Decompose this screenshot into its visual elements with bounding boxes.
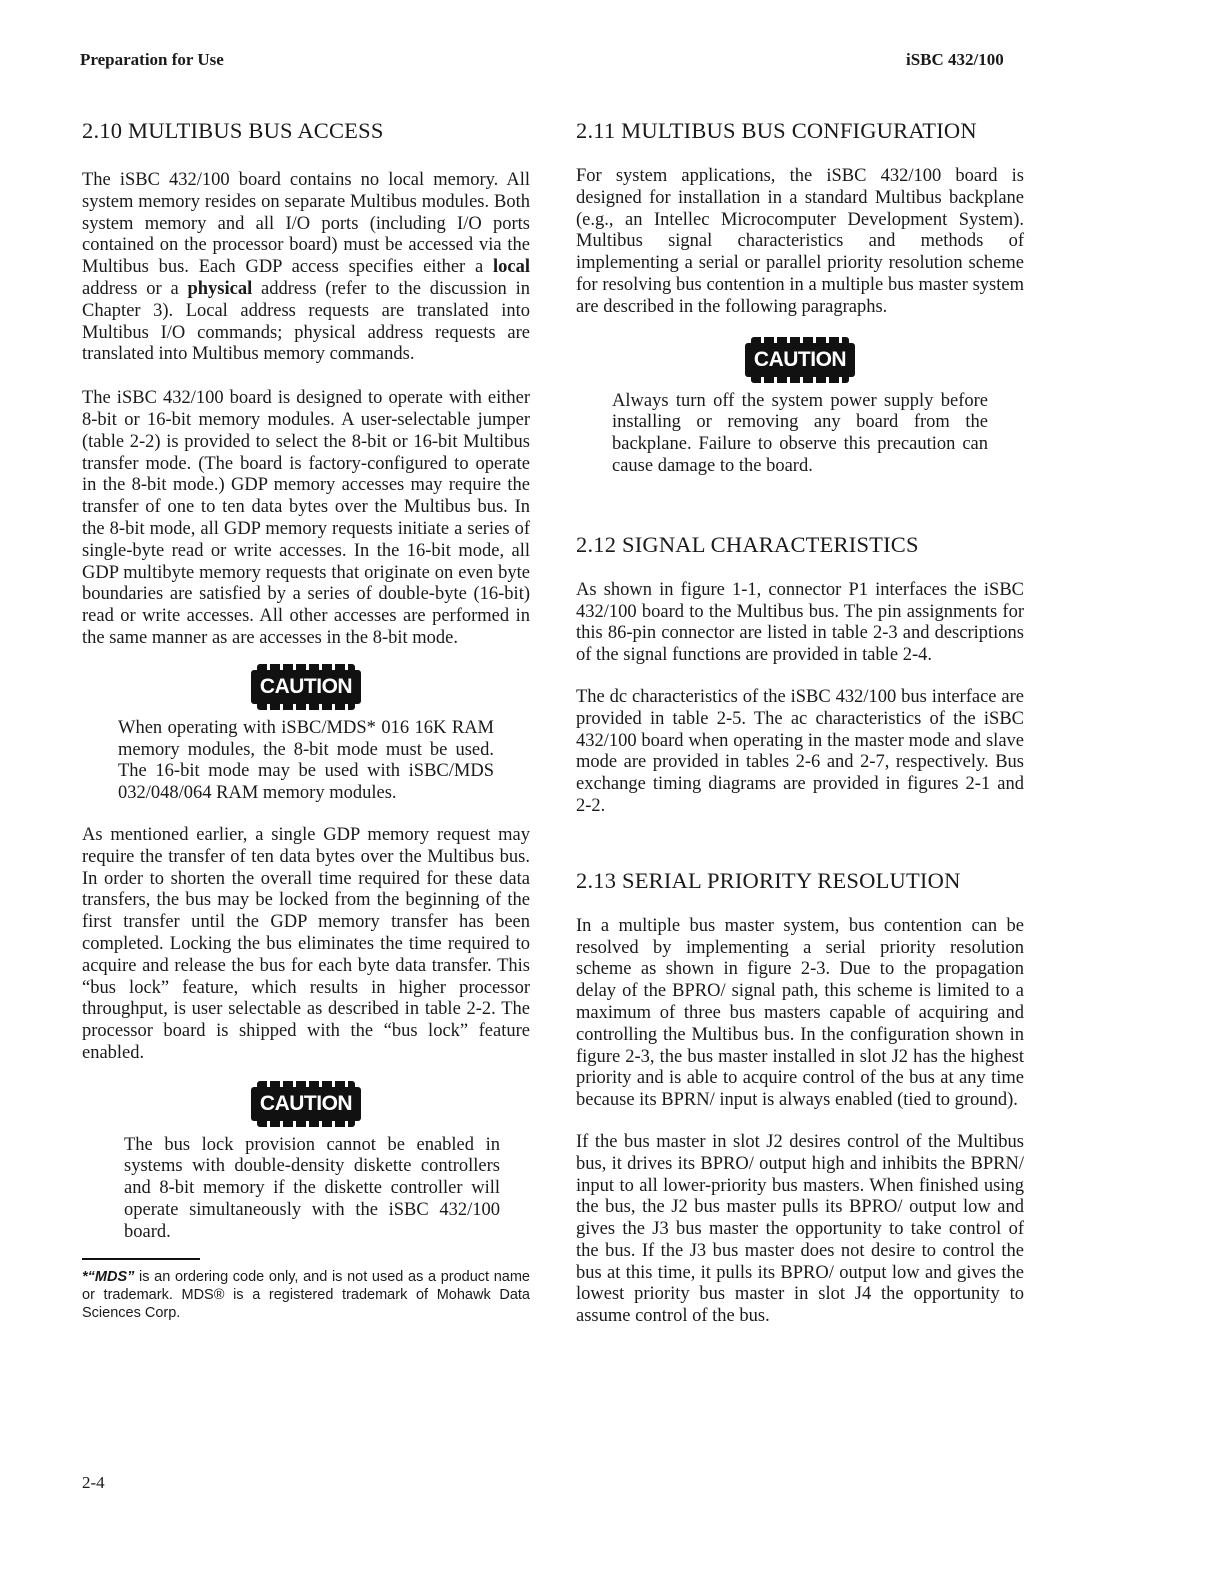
caution-icon: CAUTION bbox=[251, 670, 361, 704]
caution-2-text: The bus lock provision cannot be enabled in systems with double-density diskette controllers and 8-bit memory if the diskette controller will operate simultaneously with the iSBC 432/100 board. bbox=[124, 1134, 500, 1242]
running-header-left: Preparation for Use bbox=[80, 50, 224, 69]
section-2-13-heading: 2.13 SERIAL PRIORITY RESOLUTION bbox=[576, 867, 961, 893]
left-column bbox=[82, 118, 530, 1322]
section-2-12-paragraph-1: As shown in figure 1-1, connector P1 interfaces the iSBC 432/100 board to the Multibus bus. The pin assignments for this 86-pin connector are listed in table 2-3 and descriptions of the signal functions are provided in table 2-4. bbox=[576, 579, 1024, 666]
section-2-11-heading: 2.11 MULTIBUS BUS CONFIGURATION bbox=[576, 118, 977, 143]
caution-3-text: Always turn off the system power supply before installing or removing any board from the backplane. Failure to observe this precaution can cause damage to the board. bbox=[612, 390, 988, 476]
section-2-10-paragraph-1: The iSBC 432/100 board contains no local memory. All system memory resides on separate Multibus modules. Both system memory and all I/O ports (including I/O ports contained on the processor board) must be accessed via the Multibus bus. Each GDP access specifies either a local address or a physical address (refer to the discussion in Chapter 3). Local address requests are translated into Multibus I/O commands; physical address requests are translated into Multibus memory commands. bbox=[82, 170, 530, 365]
caution-notice-2 bbox=[82, 1087, 530, 1121]
caution-notice-3 bbox=[576, 343, 1024, 377]
caution-notice-1 bbox=[82, 670, 530, 704]
section-2-12-paragraph-2: The dc characteristics of the iSBC 432/100 bus interface are provided in table 2-5. The ac characteristics of the iSBC 432/100 board when operating in the master mode and slave mode are provided in tables 2-6 and 2-7, respectively. Bus exchange timing diagrams are provided in figures 2-1 and 2-2. bbox=[576, 686, 1024, 816]
caution-icon: CAUTION bbox=[251, 1087, 361, 1121]
footnote-rule bbox=[82, 1258, 200, 1260]
running-header-right: iSBC 432/100 bbox=[906, 50, 1004, 69]
caution-3-text-block bbox=[612, 391, 988, 478]
section-2-10-paragraph-2: The iSBC 432/100 board is designed to operate with either 8-bit or 16-bit memory modules. A user-selectable jumper (table 2-2) is provided to select the 8-bit or 16-bit Multibus transfer mode. (The board is factory-configured to operate in the 8-bit mode.) GDP memory accesses may require the transfer of one to ten data bytes over the Multibus bus. In the 8-bit mode, all GDP memory requests initiate a series of single-byte read or write accesses. In the 16-bit mode, all GDP multibyte memory requests that originate on even byte boundaries are satisfied by a series of double-byte (16-bit) read or write accesses. All other accesses are performed in the same manner as are accesses in the 8-bit mode. bbox=[82, 388, 530, 648]
caution-2-text-block bbox=[124, 1135, 500, 1244]
caution-1-text-block bbox=[118, 718, 494, 805]
section-2-13-paragraph-1: In a multiple bus master system, bus contention can be resolved by implementing a serial priority resolution scheme as shown in figure 2-3. Due to the propagation delay of the BPRO/ signal path, this scheme is limited to a maximum of three bus masters capable of acquiring and controlling the Multibus bus. In the configuration shown in figure 2-3, the bus master installed in slot J2 has the highest priority and is able to acquire control of the bus at any time because its BPRN/ input is always enabled (tied to ground). bbox=[576, 915, 1024, 1111]
section-2-10-paragraph-3: As mentioned earlier, a single GDP memory request may require the transfer of ten data bytes over the Multibus bus. In order to shorten the overall time required for these data transfers, the bus may be locked from the beginning of the first transfer until the GDP memory transfer has been completed. Locking the bus eliminates the time required to acquire and release the bus for each byte data transfer. This “bus lock” feature, which results in higher processor throughput, is user selectable as described in table 2-2. The processor board is shipped with the “bus lock” feature enabled. bbox=[82, 824, 530, 1063]
section-2-10-heading: 2.10 MULTIBUS BUS ACCESS bbox=[82, 118, 384, 143]
section-2-13-paragraph-2: If the bus master in slot J2 desires control of the Multibus bus, it drives its BPRO/ output high and inhibits the BPRN/ input to all lower-priority bus masters. When finished using the bus, the J2 bus master pulls its BPRO/ output low and gives the J3 bus master the opportunity to take control of the bus. If the J3 bus master does not desire to control the bus at this time, it pulls its BPRO/ output low and gives the lowest priority bus master in slot J4 the opportunity to assume control of the bus. bbox=[576, 1131, 1024, 1327]
caution-icon: CAUTION bbox=[745, 343, 855, 377]
physical-term: physical bbox=[187, 278, 253, 299]
footnote-mark: *“MDS” bbox=[82, 1268, 135, 1285]
caution-1-text: When operating with iSBC/MDS* 016 16K RAM memory modules, the 8-bit mode must be used. The 16-bit mode may be used with iSBC/MDS 032/048/064 RAM memory modules. bbox=[118, 717, 494, 804]
page-number: 2-4 bbox=[82, 1473, 105, 1492]
section-2-11-paragraph-1: For system applications, the iSBC 432/100 board is designed for installation in a standard Multibus backplane (e.g., an Intellec Microcomputer Development System). Multibus signal characteristics and methods of implementing a serial or parallel priority resolution scheme for resolving bus contention in a multiple bus master system are described in the following paragraphs. bbox=[576, 166, 1024, 317]
right-column bbox=[576, 118, 1024, 1328]
section-2-12-heading: 2.12 SIGNAL CHARACTERISTICS bbox=[576, 531, 919, 557]
footnote: *“MDS” is an ordering code only, and is not used as a product name or trademark. MDS® is a registered trademark of Mohawk Data Sciences Corp. bbox=[82, 1268, 530, 1321]
local-term: local bbox=[493, 257, 530, 278]
